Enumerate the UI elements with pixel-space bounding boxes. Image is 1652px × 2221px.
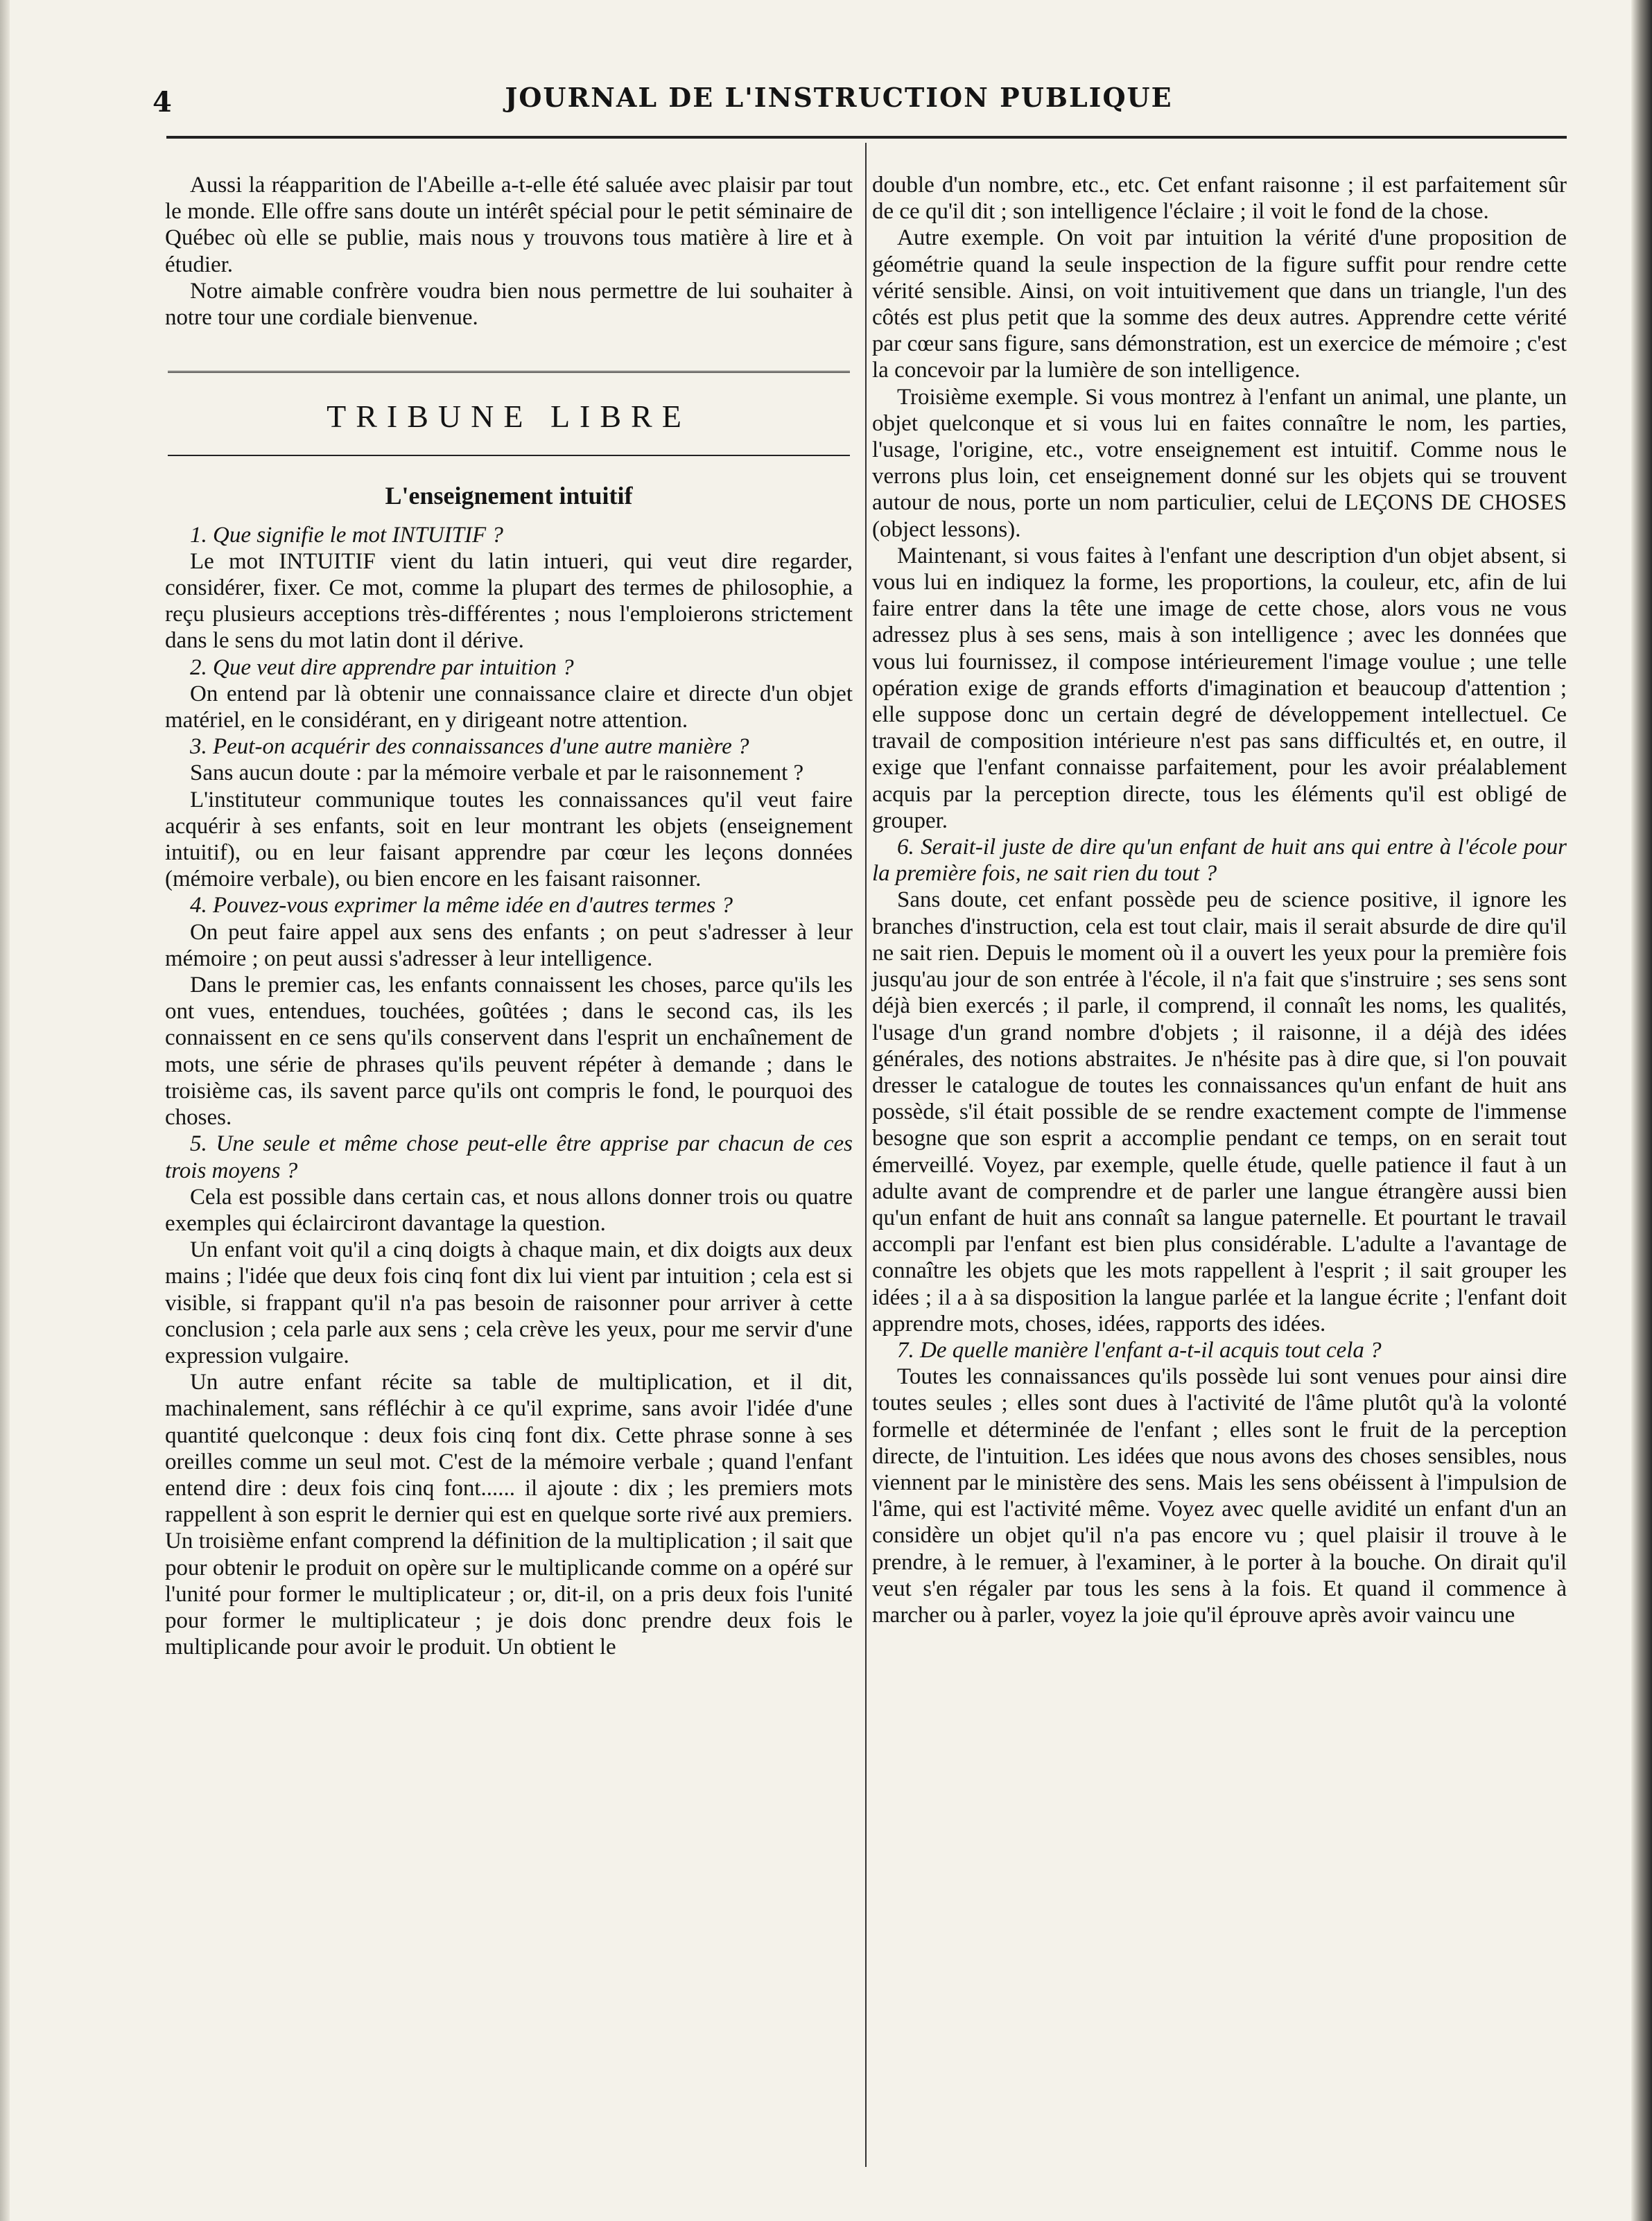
paragraph: Maintenant, si vous faites à l'enfant une description d'un objet absent, si vous lui en indiquez la forme, les proportions, la couleur, etc, afin de lui faire entrer dans la tête une image de cette chose, alors vous ne vous adressez plus à ses sens, mais à son intelligence ; avec les données que vous lui fournissez, il compose intérieurement l'image voulue ; une telle opération exige de grands efforts d'imagination et beaucoup d'attention ; elle suppose donc un certain degré de développement intellectuel. Ce travail de composition intérieure n'est pas sans difficultés et, en outre, il exige que l'enfant connaisse parfaitement, pour les avoir préalablement acquis par la perception directe, tous les éléments qu'il est obligé de grouper. (872, 543, 1567, 833)
question: 7. De quelle manière l'enfant a-t-il acquis tout cela ? (897, 1337, 1382, 1363)
question: 2. Que veut dire apprendre par intuition ? (190, 654, 574, 680)
paragraph: Dans le premier cas, les enfants connaissent les choses, parce qu'ils les ont vues, entendues, touchées, goûtées ; dans le second cas, ils les connaissent en ce sens qu'ils conservent dans l'esprit un enchaînement de mots, une série de phrases qu'ils peuvent répéter à demande ; dans le troisième cas, ils savent parce qu'ils ont compris le fond, le pourquoi des choses. (165, 973, 853, 1131)
paragraph: L'instituteur communique toutes les connaissances qu'il veut faire acquérir à ses enfants, soit en leur montrant les objets (enseignement intuitif), ou en leur faisant apprendre par cœur les leçons données (mémoire verbale), ou bien encore en les faisant raisonner. (165, 787, 853, 892)
section-title: TRIBUNE LIBRE (327, 399, 691, 435)
column-divider (865, 143, 867, 2167)
page-number: 4 (153, 86, 172, 119)
paragraph: Aussi la réapparition de l'Abeille a-t-elle été saluée avec plaisir par tout le monde. Elle offre sans doute un intérêt spécial pour le petit séminaire de Québec où elle se publie, mais nous y trouvons tous matière à lire et à étudier. (165, 173, 853, 277)
question: 1. Que signifie le mot INTUITIF ? (190, 522, 503, 548)
paragraph: Le mot INTUITIF vient du latin intueri, qui veut dire regarder, considérer, fixer. Ce mot, comme la plupart des termes de philosophie, a reçu plusieurs acceptions très-différentes ; nous l'emploierons strictement dans le sens du mot latin dont il dérive. (165, 548, 853, 654)
question: 4. Pouvez-vous exprimer la même idée en d'autres termes ? (190, 893, 733, 918)
page-edge-right (1631, 0, 1652, 2221)
paragraph: Sans doute, cet enfant possède peu de science positive, il ignore les branches d'instruction, cela est tout clair, mais il serait absurde de dire qu'il ne sait rien. Depuis le moment où il a ouvert les yeux pour la première fois jusqu'au jour de son entrée à l'école, il n'a fait que s'instruire ; ses sens sont déjà bien exercés ; il parle, il comprend, il connaît les noms, les qualités, l'usage d'un grand nombre d'objets ; il raisonne, il a déjà des idées générales, des notions abstraites. Je n'hésite pas à dire que, si l'on pouvait dresser le catalogue de toutes les connaissances qu'un enfant de huit ans possède, s'il était possible de se rendre exactement compte de l'immense besogne que son esprit a accomplie pendant ce temps, on en serait tout émerveillé. Voyez, par exemple, quelle étude, quelle patience il faut à un adulte avant de comprendre et de parler une langue étrangère aussi bien qu'un enfant de huit ans connaît sa langue paternelle. Et pourtant le travail accompli par l'enfant est bien plus considérable. L'adulte a l'avantage de connaître les objets que les mots rappellent à l'esprit ; il sait grouper les idées ; il a à sa disposition la langue parlée et la langue écrite ; l'enfant doit apprendre mots, choses, idées, rapports des idées. (872, 887, 1567, 1336)
paragraph: Notre aimable confrère voudra bien nous permettre de lui souhaiter à notre tour une cordiale bienvenue. (165, 278, 853, 331)
article-title: L'enseignement intuitif (385, 482, 633, 510)
paragraph: Un autre enfant récite sa table de multiplication, et il dit, machinalement, sans réfléchir à ce qu'il exprime, sans avoir l'idée d'une quantité quelconque : deux fois cinq font dix. Cette phrase sonne à ses oreilles comme un seul mot. C'est de la mémoire verbale ; quand l'enfant entend dire : deux fois cinq font...... il ajoute : dix ; les premiers mots rappellent à son esprit le dernier qui est en quelque sorte rivé aux premiers. Un troisième enfant comprend la définition de la multiplication ; il sait que pour obtenir le produit on opère sur le multiplicande comme on a opéré sur l'unité pour former le multiplicateur ; or, dit-il, on a pris deux fois l'unité pour former le multiplicateur ; je dois donc prendre deux fois le multiplicande pour avoir le produit. Un obtient le (165, 1370, 853, 1660)
header-rule (166, 136, 1567, 139)
paragraph: Un enfant voit qu'il a cinq doigts à chaque main, et dix doigts aux deux mains ; l'idée que deux fois cinq font dix lui vient par intuition ; cela est si visible, si frappant qu'il n'a pas besoin de raisonner pour arriver à cette conclusion ; cela parle aux sens ; cela crève les yeux, pour me servir d'une expression vulgaire. (165, 1237, 853, 1368)
paragraph: Troisième exemple. Si vous montrez à l'enfant un animal, une plante, un objet quelconque et si vous lui en faites connaître le nom, les parties, l'usage, l'origine, etc., votre enseignement est intuitif. Comme nous le verrons plus loin, cet enseignement donné sur les objets qui se trouvent autour de nous, porte un nom particulier, celui de LEÇONS DE CHOSES (object lessons). (872, 384, 1567, 542)
question: 3. Peut-on acquérir des connaissances d'une autre manière ? (190, 734, 749, 760)
paragraph: Cela est possible dans certain cas, et nous allons donner trois ou quatre exemples qui éclairciront davantage la question. (165, 1184, 853, 1236)
page-header (153, 82, 1525, 123)
section-divider-bottom (168, 455, 850, 456)
question: 5. Une seule et même chose peut-elle être apprise par chacun de ces trois moyens ? (165, 1131, 853, 1183)
paragraph: On peut faire appel aux sens des enfants ; on peut s'adresser à leur mémoire ; on peut aussi s'adresser à leur intelligence. (165, 919, 853, 971)
left-column (165, 172, 853, 1660)
paragraph: Autre exemple. On voit par intuition la vérité d'une proposition de géométrie quand la seule inspection de la figure suffit pour rendre cette vérité sensible. Ainsi, on voit intuitivement que dans un triangle, l'un des côtés est plus petit que la somme des deux autres. Apprendre cette vérité par cœur sans figure, sans démonstration, est un exercice de mémoire ; c'est la concevoir par la lumière de son intelligence. (872, 225, 1567, 383)
right-column (872, 172, 1567, 1628)
journal-title: JOURNAL DE L'INSTRUCTION PUBLIQUE (505, 82, 1173, 113)
paragraph: Toutes les connaissances qu'ils possède lui sont venues pour ainsi dire toutes seules ; elles sont dues à l'activité de l'âme plutôt qu'à la volonté formelle et déterminée de l'enfant ; elles sont le fruit de la perception directe, de l'intuition. Les idées que nous avons des choses sensibles, nous viennent par le ministère des sens. Mais les sens obéissent à l'impulsion de l'âme, qui est l'activité même. Voyez avec quelle avidité un enfant d'un an considère un objet qu'il n'a pas encore vu ; quel plaisir il trouve à le prendre, à le remuer, à l'examiner, à le porter à la bouche. On dirait qu'il veut s'en régaler par tous les sens à la fois. Et quand il commence à marcher ou à parler, voyez la joie qu'il éprouve après avoir vaincu une (872, 1364, 1567, 1628)
question: 6. Serait-il juste de dire qu'un enfant de huit ans qui entre à l'école pour la première fois, ne sait rien du tout ? (872, 835, 1567, 887)
paragraph: Sans aucun doute : par la mémoire verbale et par le raisonnement ? (190, 760, 804, 786)
section-divider-top (165, 331, 853, 373)
paragraph: double d'un nombre, etc., etc. Cet enfant raisonne ; il est parfaitement sûr de ce qu'il dit ; son intelligence l'éclaire ; il voit le fond de la chose. (872, 173, 1567, 225)
paragraph: On entend par là obtenir une connaissance claire et directe d'un objet matériel, en le considérant, en y dirigeant notre attention. (165, 681, 853, 733)
page-edge-left (0, 0, 10, 2221)
